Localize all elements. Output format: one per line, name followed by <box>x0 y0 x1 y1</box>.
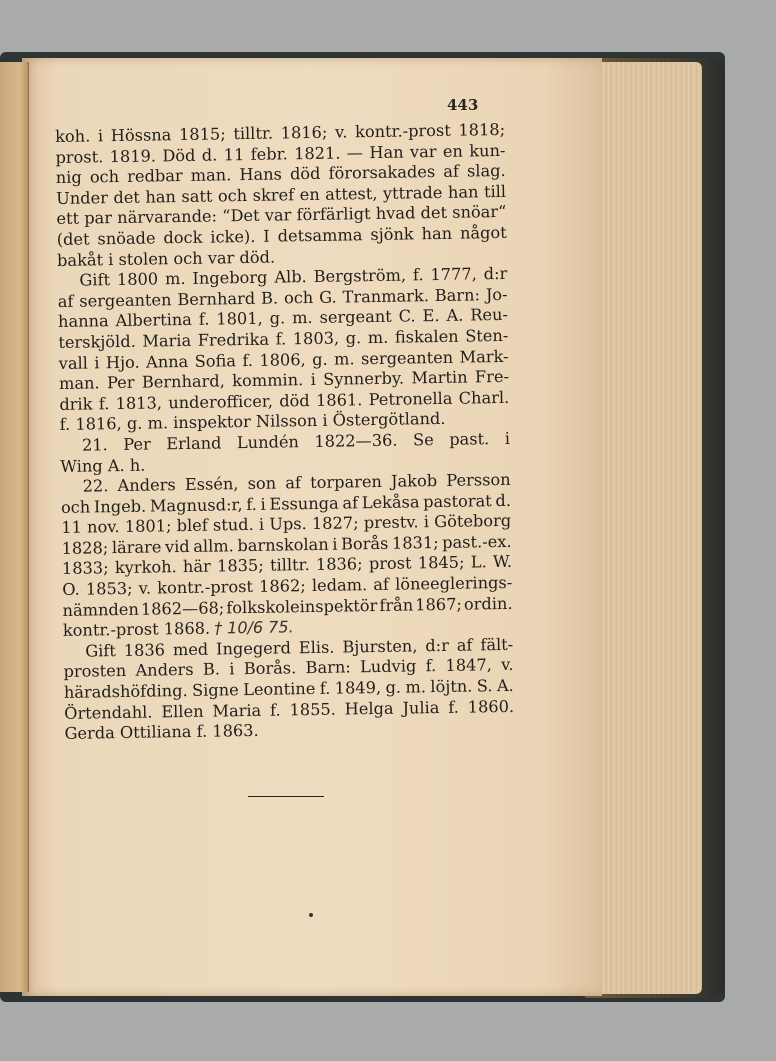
text-line: man. Per Bernhard, kommin. i Synnerby. Martin Fre- <box>58 367 510 394</box>
text-line: bakåt i stolen och var död. <box>56 247 276 270</box>
page-text <box>55 120 515 745</box>
text-line: 1828; lärare vid allm. barnskolan i Borås 1831; past.-ex. <box>61 531 512 558</box>
text-line: drik f. 1813, underofficer, död 1861. Petronella Charl. <box>59 387 510 414</box>
text-line: Gift 1800 m. Ingeborg Alb. Bergström, f. 1777, d:r <box>79 264 508 290</box>
text-line: f. 1816, g. m. inspektor Nilsson i Östergötland. <box>59 409 446 435</box>
text-line: af sergeanten Bernhard B. och G. Tranmark. Barn: Jo- <box>57 284 508 311</box>
text-line: 21. Per Erland Lundén 1822—36. Se past. i <box>81 428 511 455</box>
text-line: och Ingeb. Magnusd:r, f. i Essunga af Lekåsa pastorat d. <box>60 490 512 517</box>
text-line: 11 nov. 1801; blef stud. i Ups. 1827; prestv. i Göteborg <box>61 511 512 538</box>
text-line: Wing A. h. <box>60 455 146 476</box>
text-line: nämnden 1862—68; folkskoleinspektör från 1867; ordin. <box>62 593 513 620</box>
text-line: Under det han satt och skref en attest, yttrade han till <box>55 181 507 208</box>
text-line: hanna Albertina f. 1801, g. m. sergeant C. E. A. Reu- <box>57 305 509 332</box>
page-stack-edge <box>590 62 702 994</box>
text-line: (det snöade dock icke). I detsamma sjönk han något <box>56 222 507 249</box>
text-line: häradshöfding. Signe Leontine f. 1849, g. m. löjtn. S. A. <box>63 675 514 702</box>
text-line: koh. i Hössna 1815; tilltr. 1816; v. kontr.-prost 1818; <box>55 119 506 146</box>
text-line: kontr.-prost 1868. † 10/6 75. <box>62 617 294 641</box>
left-page-edge <box>0 62 29 992</box>
text-line: Gerda Ottiliana f. 1863. <box>64 721 259 744</box>
text-line: Örtendahl. Ellen Maria f. 1855. Helga Julia f. 1860. <box>64 696 515 723</box>
text-line: O. 1853; v. kontr.-prost 1862; ledam. af löneeglerings- <box>62 572 513 600</box>
text-line: terskjöld. Maria Fredrika f. 1803, g. m. fiskalen Sten- <box>58 325 509 352</box>
text-line: 1833; kyrkoh. här 1835; tilltr. 1836; prost 1845; L. W. <box>61 552 513 579</box>
text-line: 22. Anders Essén, son af torparen Jakob Persson <box>82 469 511 496</box>
text-line: vall i Hjo. Anna Sofia f. 1806, g. m. sergeanten Mark- <box>58 346 509 373</box>
handwritten-note: † 10/6 75. <box>213 617 294 638</box>
ink-dot <box>309 913 313 917</box>
text-line: Gift 1836 med Ingegerd Elis. Bjursten, d:r af fält- <box>85 634 514 661</box>
text-line: prosten Anders B. i Borås. Barn: Ludvig f. 1847, v. <box>63 655 514 682</box>
text-line: nig och redbar man. Hans död förorsakades af slag. <box>55 161 506 188</box>
text-line: ett par närvarande: “Det var förfärligt hvad det snöar“ <box>56 202 507 229</box>
page-number: 443 <box>447 96 479 114</box>
text-line: prost. 1819. Död d. 11 febr. 1821. — Han var en kun- <box>55 140 506 167</box>
section-separator <box>248 796 324 797</box>
